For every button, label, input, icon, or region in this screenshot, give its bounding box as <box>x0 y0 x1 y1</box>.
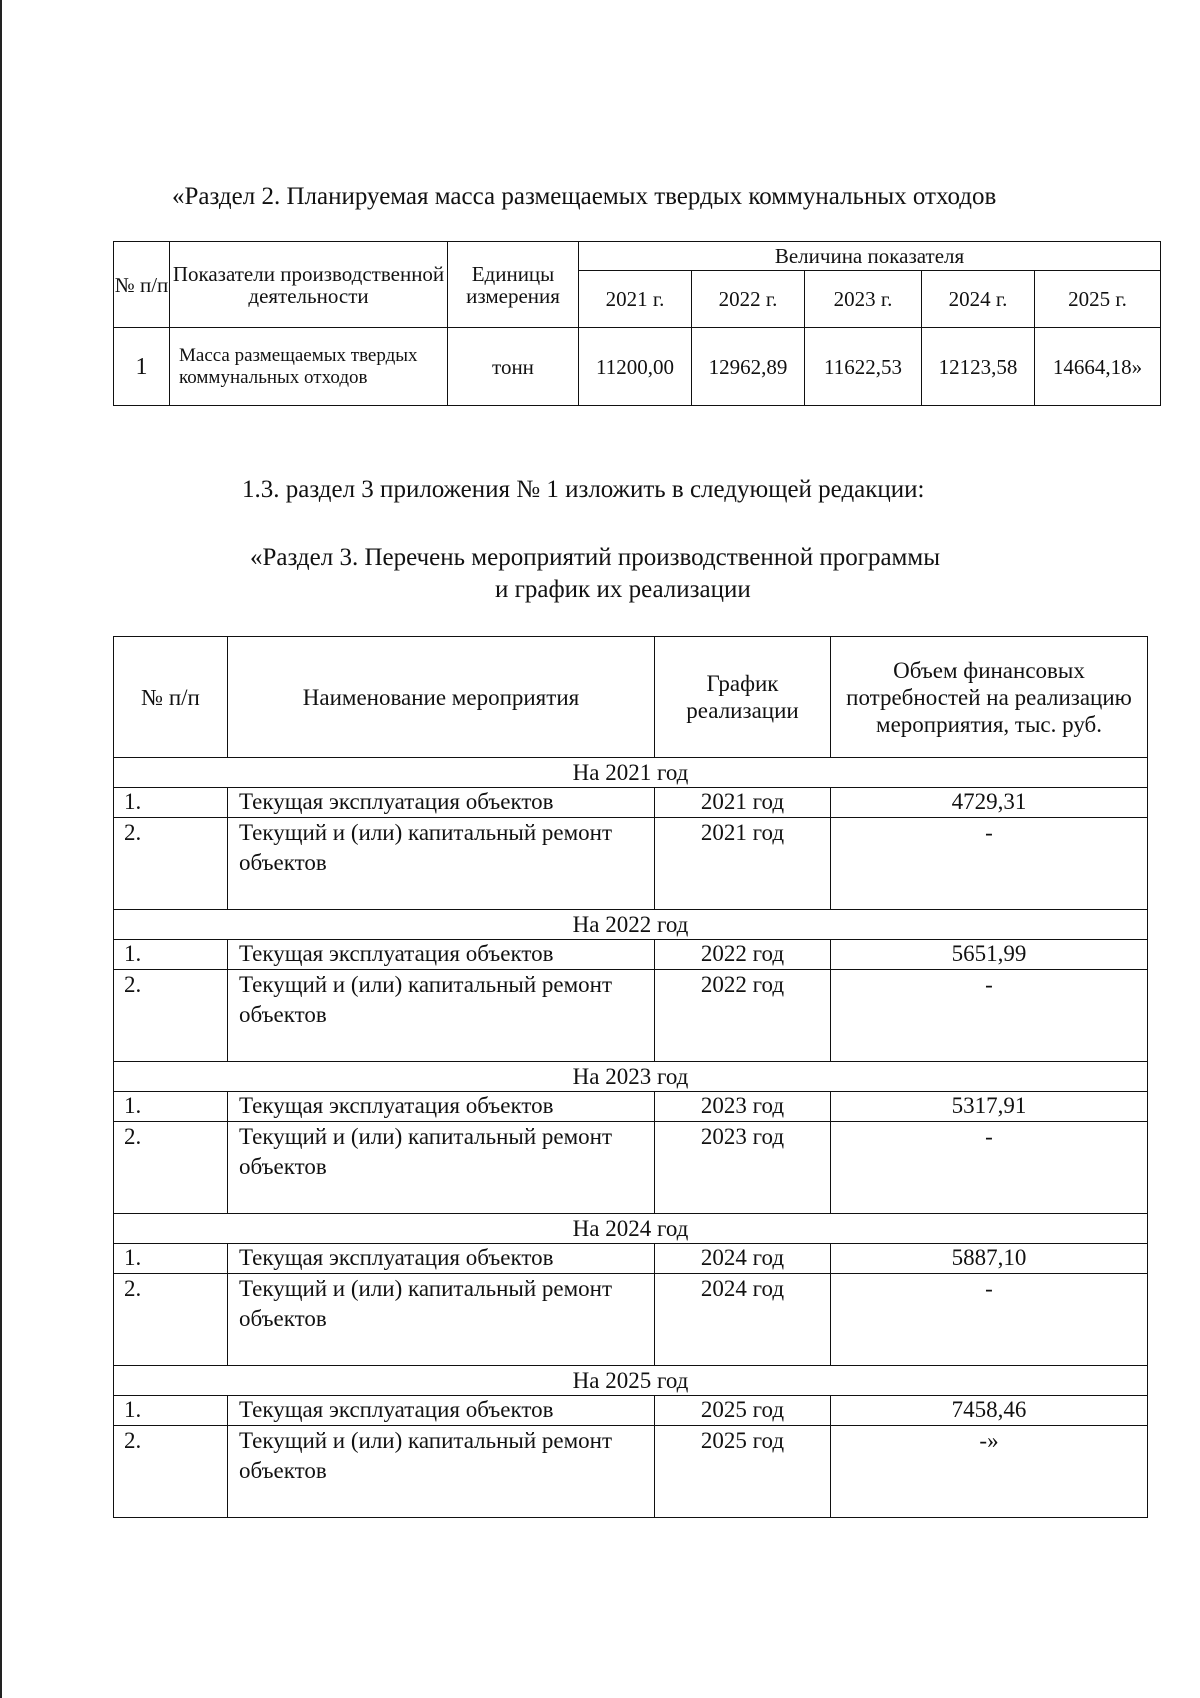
row-value: 12962,89 <box>692 328 805 406</box>
row-num: 2. <box>114 1274 228 1366</box>
header-year: 2021 г. <box>579 271 692 328</box>
row-value: 11622,53 <box>805 328 922 406</box>
header-num: № п/п <box>114 242 170 328</box>
year-group-label: На 2023 год <box>114 1062 1148 1092</box>
row-num: 1. <box>114 1244 228 1274</box>
row-value: 12123,58 <box>922 328 1035 406</box>
table-row <box>114 328 1161 406</box>
row-num: 2. <box>114 818 228 910</box>
header-num: № п/п <box>114 637 228 758</box>
row-num: 2. <box>114 970 228 1062</box>
row-indicator: Масса размещаемых твердых коммунальных отходов <box>170 328 448 406</box>
row-schedule: 2025 год <box>655 1396 831 1426</box>
year-group-row <box>114 910 1148 940</box>
header-year: 2024 г. <box>922 271 1035 328</box>
table-row <box>114 1274 1148 1366</box>
row-amount: - <box>831 1122 1148 1214</box>
header-year: 2022 г. <box>692 271 805 328</box>
section3-title-line1: «Раздел 3. Перечень мероприятий производственной программы <box>250 544 940 571</box>
table-row <box>114 1244 1148 1274</box>
row-name: Текущий и (или) капитальный ремонт объектов <box>228 1122 655 1214</box>
section3-title-line2: и график их реализации <box>495 576 751 603</box>
row-schedule: 2023 год <box>655 1122 831 1214</box>
row-schedule: 2021 год <box>655 788 831 818</box>
row-amount: 7458,46 <box>831 1396 1148 1426</box>
table-row <box>114 1426 1148 1518</box>
row-name: Текущий и (или) капитальный ремонт объектов <box>228 1426 655 1518</box>
year-group-label: На 2022 год <box>114 910 1148 940</box>
year-group-row <box>114 1062 1148 1092</box>
header-year: 2025 г. <box>1035 271 1161 328</box>
table-row <box>114 1122 1148 1214</box>
row-num: 1. <box>114 788 228 818</box>
row-amount: - <box>831 818 1148 910</box>
row-num: 1. <box>114 1396 228 1426</box>
row-value: 14664,18» <box>1035 328 1161 406</box>
row-amount: 5317,91 <box>831 1092 1148 1122</box>
row-name: Текущая эксплуатация объектов <box>228 1244 655 1274</box>
mass-table <box>113 241 1161 406</box>
row-amount: - <box>831 970 1148 1062</box>
row-num: 2. <box>114 1426 228 1518</box>
row-num: 1 <box>114 328 170 406</box>
row-value: 11200,00 <box>579 328 692 406</box>
row-amount: 5651,99 <box>831 940 1148 970</box>
row-schedule: 2025 год <box>655 1426 831 1518</box>
table-row <box>114 1092 1148 1122</box>
row-schedule: 2023 год <box>655 1092 831 1122</box>
row-num: 2. <box>114 1122 228 1214</box>
row-name: Текущая эксплуатация объектов <box>228 788 655 818</box>
row-name: Текущий и (или) капитальный ремонт объектов <box>228 818 655 910</box>
row-amount: -» <box>831 1426 1148 1518</box>
row-units: тонн <box>448 328 579 406</box>
table-row <box>114 940 1148 970</box>
measures-table <box>113 636 1148 1518</box>
year-group-row <box>114 1366 1148 1396</box>
header-finance: Объем финансовых потребностей на реализацию мероприятия, тыс. руб. <box>831 637 1148 758</box>
header-schedule: График реализации <box>655 637 831 758</box>
header-units: Единицы измерения <box>448 242 579 328</box>
header-year: 2023 г. <box>805 271 922 328</box>
row-schedule: 2022 год <box>655 970 831 1062</box>
year-group-label: На 2024 год <box>114 1214 1148 1244</box>
table-row <box>114 818 1148 910</box>
year-group-row <box>114 1214 1148 1244</box>
table-row <box>114 970 1148 1062</box>
header-indicator: Показатели производственной деятельности <box>170 242 448 328</box>
table-row <box>114 1396 1148 1426</box>
row-amount: 4729,31 <box>831 788 1148 818</box>
page-left-edge <box>0 0 2 1698</box>
row-name: Текущая эксплуатация объектов <box>228 940 655 970</box>
row-amount: - <box>831 1274 1148 1366</box>
year-group-row <box>114 758 1148 788</box>
header-value-group: Величина показателя <box>579 242 1161 271</box>
row-name: Текущий и (или) капитальный ремонт объектов <box>228 1274 655 1366</box>
row-schedule: 2021 год <box>655 818 831 910</box>
row-name: Текущая эксплуатация объектов <box>228 1396 655 1426</box>
header-name: Наименование мероприятия <box>228 637 655 758</box>
instruction-text: 1.3. раздел 3 приложения № 1 изложить в следующей редакции: <box>242 476 925 503</box>
table-row <box>114 788 1148 818</box>
row-num: 1. <box>114 1092 228 1122</box>
section2-title: «Раздел 2. Планируемая масса размещаемых твердых коммунальных отходов <box>172 183 997 210</box>
row-schedule: 2024 год <box>655 1244 831 1274</box>
row-name: Текущая эксплуатация объектов <box>228 1092 655 1122</box>
row-schedule: 2022 год <box>655 940 831 970</box>
year-group-label: На 2021 год <box>114 758 1148 788</box>
row-name: Текущий и (или) капитальный ремонт объектов <box>228 970 655 1062</box>
year-group-label: На 2025 год <box>114 1366 1148 1396</box>
row-num: 1. <box>114 940 228 970</box>
row-schedule: 2024 год <box>655 1274 831 1366</box>
row-amount: 5887,10 <box>831 1244 1148 1274</box>
